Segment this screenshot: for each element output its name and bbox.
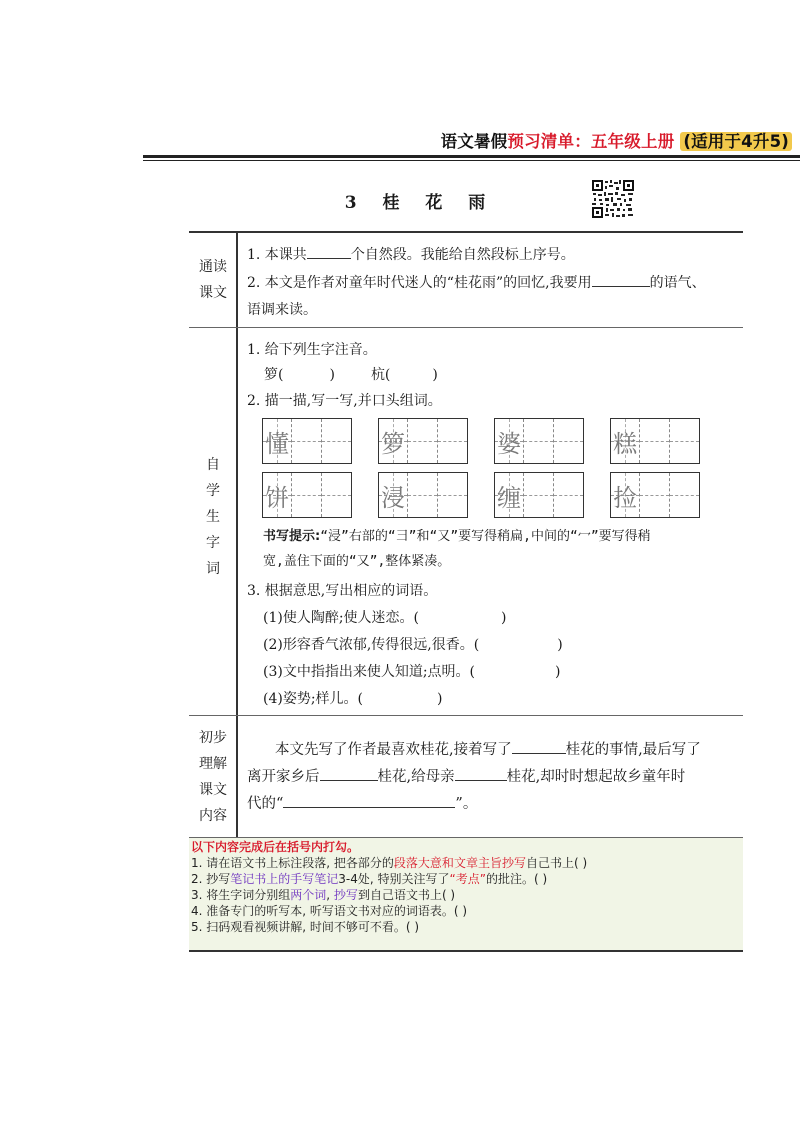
checklist-item-3[interactable] — [191, 886, 455, 903]
read-question-1 — [247, 244, 575, 264]
answer-blank[interactable] — [512, 740, 566, 754]
q3-close-paren: ) — [555, 664, 561, 680]
answer-blank[interactable] — [307, 245, 351, 259]
q3-item — [263, 634, 563, 654]
section-label-line: 课文 — [199, 285, 227, 301]
tip-label: 书写提示: — [263, 529, 321, 544]
para-text: 代的“ — [247, 796, 284, 812]
section-label-line: 课文 — [199, 782, 227, 798]
check-text: 段落大意 — [393, 856, 442, 870]
table-row-divider-2 — [189, 715, 743, 716]
answer-blank[interactable] — [592, 273, 650, 287]
lesson-title: 3 桂 花 雨 — [344, 193, 496, 213]
checklist-item-1[interactable] — [191, 854, 587, 871]
char-glyph: 箩 — [381, 429, 406, 458]
check-text: 的批注。( ) — [485, 872, 548, 886]
char-writing-box[interactable] — [378, 418, 468, 464]
table-bottom-border — [189, 950, 743, 952]
checklist-item-4[interactable]: 4. 准备专门的听写本, 听写语文书对应的词语表。( ) — [191, 904, 468, 918]
writing-tip — [263, 524, 741, 574]
pinyin-item: ) — [432, 367, 438, 383]
tip-text: “浸”右部的“彐”和“又”要写得稍扁,中间的“冖”要写得稍 — [320, 529, 651, 544]
check-text: 两个词 — [290, 888, 327, 902]
section-label-line: 初步 — [199, 730, 227, 746]
q3-item-text: (4)姿势;样儿。( — [263, 691, 364, 707]
read-question-2-cont: 语调来读。 — [247, 302, 317, 318]
section-label-line: 内容 — [199, 808, 227, 824]
char-glyph: 捡 — [613, 483, 638, 512]
char-glyph: 婆 — [497, 429, 522, 458]
para-text: 桂花,给母亲 — [377, 769, 455, 785]
q3-item — [263, 661, 560, 681]
check-text: “考点” — [449, 872, 486, 886]
char-writing-box[interactable] — [262, 418, 352, 464]
answer-blank[interactable] — [283, 794, 455, 808]
q3-item-text: (1)使人陶醉;使人迷恋。( — [263, 610, 420, 626]
check-text: 1. 请在语文书上标注段落, 把各部分的 — [191, 856, 394, 870]
section-label-line: 理解 — [199, 756, 227, 772]
para-text: ”。 — [455, 796, 478, 812]
char-writing-box[interactable] — [378, 472, 468, 518]
char-glyph: 饼 — [265, 483, 290, 512]
check-text: 抄写 — [333, 888, 358, 902]
char-grid-row-2 — [262, 472, 742, 518]
qr-code-icon[interactable] — [591, 179, 635, 219]
table-top-border — [189, 231, 743, 233]
q3-item-text: (2)形容香气浓郁,传得很远,很香。( — [263, 637, 480, 653]
pinyin-item: 杭( — [370, 367, 391, 383]
check-text: , — [326, 888, 334, 902]
checklist-item-2[interactable] — [191, 870, 547, 887]
char-glyph: 懂 — [265, 429, 290, 458]
q-text: 的语气、 — [649, 275, 706, 291]
char-writing-box[interactable] — [494, 472, 584, 518]
read-question-2 — [247, 272, 706, 292]
section-label-understand — [192, 725, 234, 829]
char-glyph: 缠 — [497, 483, 522, 512]
page-header — [0, 128, 800, 158]
section-label-line: 生 — [206, 509, 220, 525]
tip-text: 宽,盖住下面的“又”,整体紧凑。 — [263, 554, 451, 569]
checklist-item-5[interactable]: 5. 扫码观看视频讲解, 时间不够可不看。( ) — [191, 920, 420, 934]
check-text: 自己书上( ) — [525, 856, 588, 870]
para-text: 本文先写了作者最喜欢桂花,接着写了 — [275, 742, 512, 758]
section-label-study — [192, 452, 234, 582]
pinyin-item: 箩( — [264, 367, 284, 383]
header-grade-badge: (适用于4升5) — [680, 132, 792, 151]
study-question-3: 3. 根据意思,写出相应的词语。 — [247, 583, 438, 599]
char-glyph: 糕 — [613, 429, 638, 458]
q3-close-paren: ) — [437, 691, 443, 707]
q-text: 个自然段。我能给自然段标上序号。 — [350, 247, 575, 263]
check-text: 3-4处, 特别关注写了 — [338, 872, 450, 886]
q-text: 2. 本文是作者对童年时代迷人的“桂花雨”的回忆,我要用 — [247, 275, 592, 291]
section-label-line: 字 — [206, 535, 220, 551]
para-text: 桂花的事情,最后写了 — [565, 742, 701, 758]
section-label-line: 自 — [206, 457, 220, 473]
char-grid-row-1 — [262, 418, 742, 464]
check-text: 笔记书上的手写笔记 — [230, 872, 339, 886]
q3-close-paren: ) — [557, 637, 563, 653]
section-label-line: 通读 — [199, 259, 227, 275]
q3-item-text: (3)文中指指出来使人知道;点明。( — [263, 664, 476, 680]
answer-blank[interactable] — [320, 767, 378, 781]
q3-close-paren: ) — [501, 610, 507, 626]
q3-item — [263, 688, 442, 708]
char-writing-box[interactable] — [610, 418, 700, 464]
pinyin-item: ) — [329, 367, 335, 383]
check-text: 2. 抄写 — [191, 872, 231, 886]
table-column-divider — [236, 232, 238, 837]
para-text: 桂花,却时时想起故乡童年时 — [506, 769, 686, 785]
char-glyph: 浸 — [381, 483, 406, 512]
understand-paragraph — [247, 737, 739, 818]
check-text: 文章主旨 — [453, 856, 502, 870]
para-text: 离开家乡后 — [247, 769, 320, 785]
check-text: 3. 将生字词分别组 — [191, 888, 291, 902]
check-text: 和 — [441, 856, 454, 870]
section-label-read — [192, 254, 234, 306]
header-title — [441, 128, 792, 152]
header-rule-thin — [143, 160, 800, 161]
header-title-part3: 五年级上册 — [590, 132, 675, 151]
header-title-part1: 语文暑假 — [440, 132, 508, 151]
study-question-1: 1. 给下列生字注音。 — [247, 342, 377, 358]
header-title-part2: 预习清单： — [507, 132, 591, 151]
table-row-divider-1 — [189, 327, 743, 328]
answer-blank[interactable] — [455, 767, 507, 781]
char-writing-box[interactable] — [610, 472, 700, 518]
pinyin-row — [264, 364, 438, 384]
q-text: 1. 本课共 — [247, 247, 307, 263]
q3-item — [263, 607, 506, 627]
section-label-line: 词 — [206, 561, 220, 577]
check-text: 抄写 — [501, 856, 526, 870]
study-question-2: 2. 描一描,写一写,并口头组词。 — [247, 393, 442, 409]
header-rule-thick — [143, 155, 800, 158]
section-label-line: 学 — [206, 483, 220, 499]
check-text: 到自己语文书上( ) — [357, 888, 456, 902]
char-writing-box[interactable] — [494, 418, 584, 464]
char-writing-box[interactable] — [262, 472, 352, 518]
checklist-heading: 以下内容完成后在括号内打勾。 — [191, 840, 360, 854]
